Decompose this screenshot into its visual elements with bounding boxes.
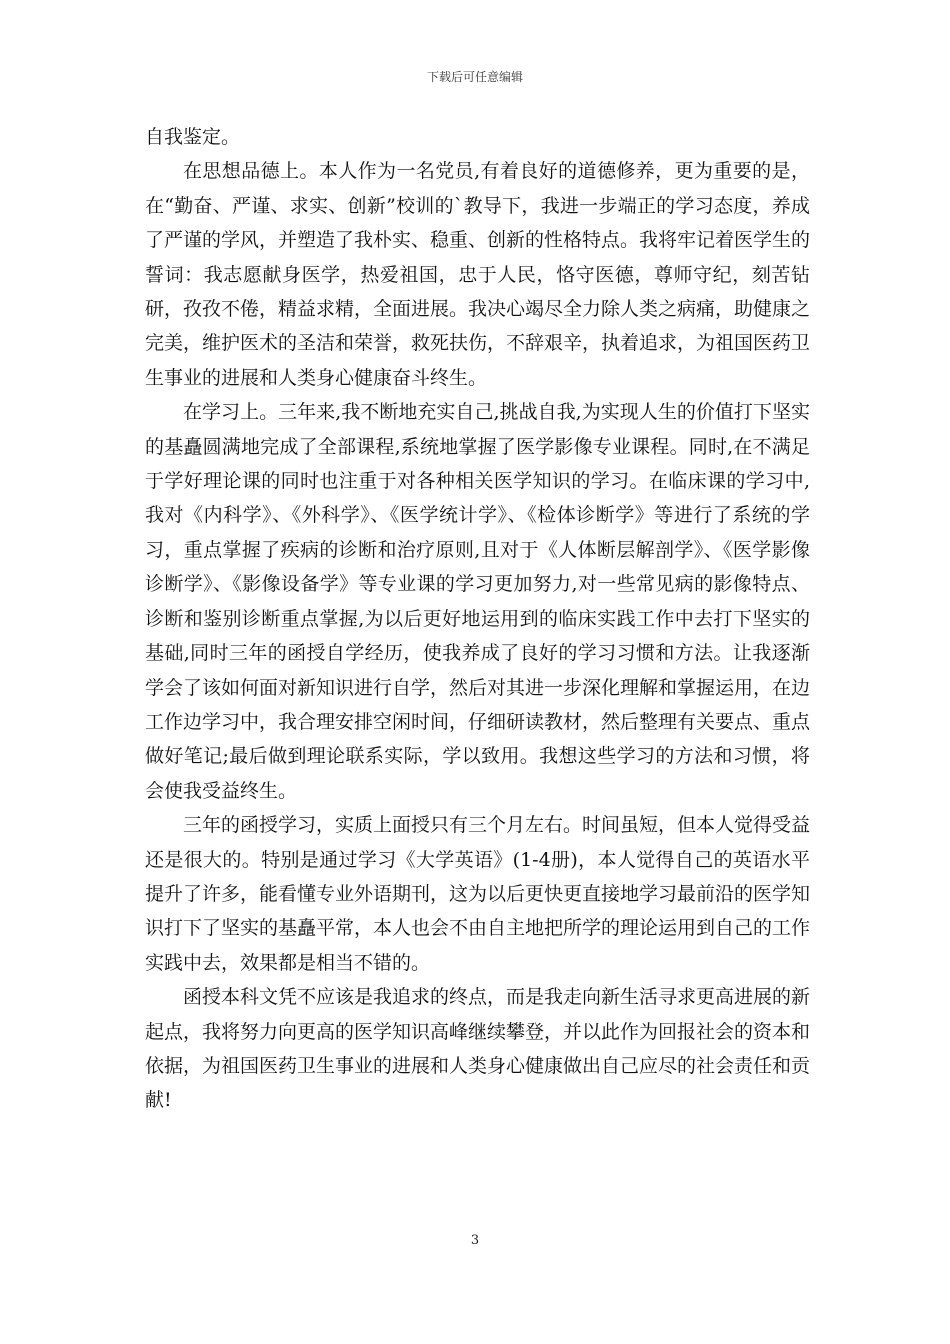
paragraph-intro-end: 自我鉴定。 [145, 126, 241, 148]
paragraph-study: 在学习上。三年来,我不断地充实自己,挑战自我,为实现人生的价值打下坚实的基矗圆满地完成了全部课程,系统地掌握了医学影像专业课程。同时,在不满足于学好理论课的同时也注重于对各种相关医学知识的学习。在临床课的学习中,我对《内科学》、《外科学》、《医学统计学》、《检体诊断学》等进行了系统的学习，重点掌握了疾病的诊断和治疗原则,且对于《人体断层解剖学》、《医学影像诊断学》、《影像设备学》等专业课的学习更加努力,对一些常见病的影像特点、诊断和鉴别诊断重点掌握,为以后更好地运用到的临床实践工作中去打下坚实的基础,同时三年的函授自学经历，使我养成了良好的学习习惯和方法。让我逐渐学会了该如何面对新知识进行自学，然后对其进一步深化理解和掌握运用，在边工作边学习中，我合理安排空闲时间，仔细研读教材，然后整理有关要点、重点做好笔记;最后做到理论联系实际，学以致用。我想这些学习的方法和习惯，将会使我受益终生。 [145, 401, 811, 802]
document-body [145, 120, 810, 1118]
paragraph-correspondence-study: 三年的函授学习，实质上面授只有三个月左右。时间虽短，但本人觉得受益还是很大的。特别是通过学习《大学英语》(1-4册)，本人觉得自己的英语水平提升了许多，能看懂专业外语期刊，这为以后更快更直接地学习最前沿的医学知识打下了坚实的基矗平常，本人也会不由自主地把所学的理论运用到自己的工作实践中去，效果都是相当不错的。 [145, 814, 811, 974]
page-number: 3 [470, 1233, 480, 1248]
paragraph-conclusion: 函授本科文凭不应该是我追求的终点，而是我走向新生活寻求更高进展的新起点，我将努力向更高的医学知识高峰继续攀登，并以此作为回报社会的资本和依据，为祖国医药卫生事业的进展和人类身心健康做出自己应尽的社会责任和贡献! [145, 986, 811, 1112]
paragraph-moral-character: 在思想品德上。本人作为一名党员,有着良好的道德修养，更为重要的是，在“勤奋、严谨、求实、创新”校训的`教导下，我进一步端正的学习态度，养成了严谨的学风，并塑造了我朴实、稳重、创新的性格特点。我将牢记着医学生的誓词：我志愿献身医学，热爱祖国，忠于人民，恪守医德，尊师守纪，刻苦钻研，孜孜不倦，精益求精，全面进展。我决心竭尽全力除人类之病痛，助健康之完美，维护医术的圣洁和荣誉，救死扶伤，不辞艰辛，执着追求，为祖国医药卫生事业的进展和人类身心健康奋斗终生。 [145, 160, 811, 389]
page-header: 下载后可任意编辑 [426, 70, 523, 84]
